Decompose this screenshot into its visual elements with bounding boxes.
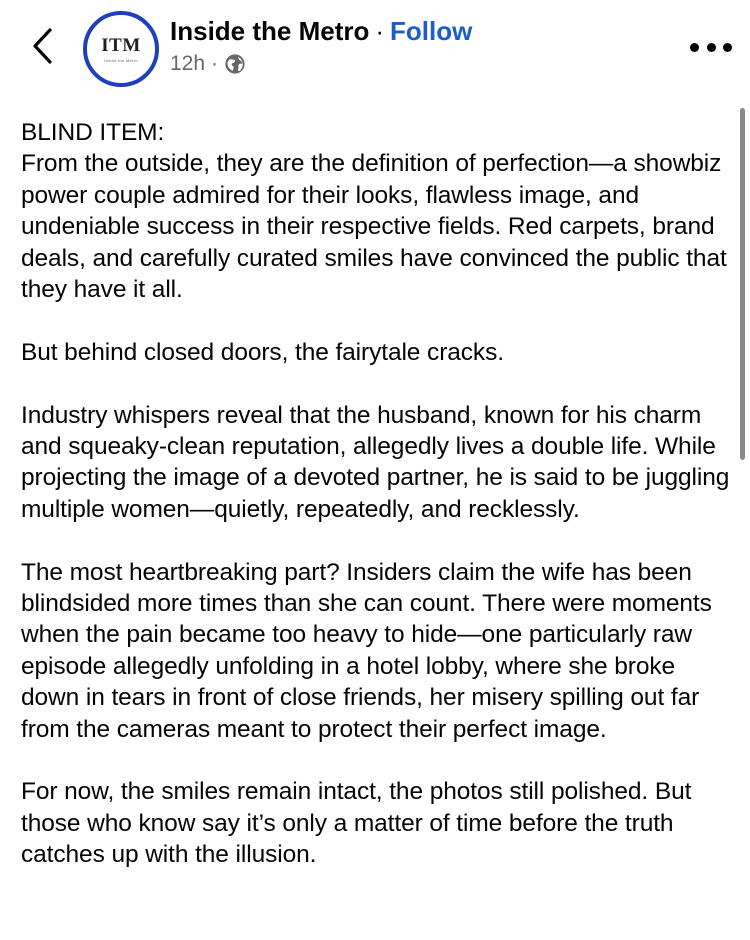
post-label: BLIND ITEM: bbox=[21, 119, 165, 146]
title-row bbox=[170, 16, 472, 47]
post-text bbox=[21, 117, 733, 902]
title-separator: · bbox=[375, 16, 385, 46]
page-avatar[interactable] bbox=[83, 11, 159, 87]
post-header bbox=[0, 0, 750, 100]
post-paragraph: The most heartbreaking part? Insiders claim the wife has been blindsided more times than she can count. There were moments when the pain became too heavy to hide—one particularly raw episode allegedly unfolding in a hotel lobby, where she broke down in tears in front of close friends, her misery spilling out far from the cameras meant to protect their perfect image. bbox=[21, 558, 712, 743]
more-horizontal-icon bbox=[690, 43, 699, 52]
more-horizontal-icon bbox=[707, 43, 716, 52]
post-paragraph: For now, the smiles remain intact, the photos still polished. But those who know say it’s only a matter of time before the truth catches up with the illusion. bbox=[21, 778, 692, 869]
meta-separator: · bbox=[211, 52, 219, 75]
more-options-button[interactable] bbox=[690, 36, 732, 58]
globe-icon bbox=[224, 53, 246, 75]
scrollbar-thumb[interactable] bbox=[740, 108, 745, 460]
page-name-link[interactable]: Inside the Metro bbox=[170, 16, 370, 46]
more-horizontal-icon bbox=[723, 43, 732, 52]
follow-button[interactable]: Follow bbox=[390, 16, 473, 46]
post-timestamp[interactable]: 12h bbox=[170, 52, 206, 75]
post-meta bbox=[170, 52, 246, 76]
post-paragraph: Industry whispers reveal that the husband, known for his charm and squeaky-clean reputation, allegedly lives a double life. While projecting the image of a devoted partner, he is said to be juggling multiple women—quietly, repeatedly, and recklessly. bbox=[21, 401, 730, 523]
post-paragraph: But behind closed doors, the fairytale cracks. bbox=[21, 338, 504, 366]
chevron-left-icon bbox=[31, 27, 53, 65]
post-paragraph: From the outside, they are the definition of perfection—a showbiz power couple admired for their looks, flawless image, and undeniable success in their respective fields. Red carpets, brand deals, and carefully curated smiles have convinced the public that they have it all. bbox=[21, 150, 727, 304]
avatar-tagline: Inside the Metro bbox=[104, 57, 138, 63]
avatar-logo: ITM bbox=[101, 34, 141, 56]
back-button[interactable] bbox=[22, 24, 62, 68]
